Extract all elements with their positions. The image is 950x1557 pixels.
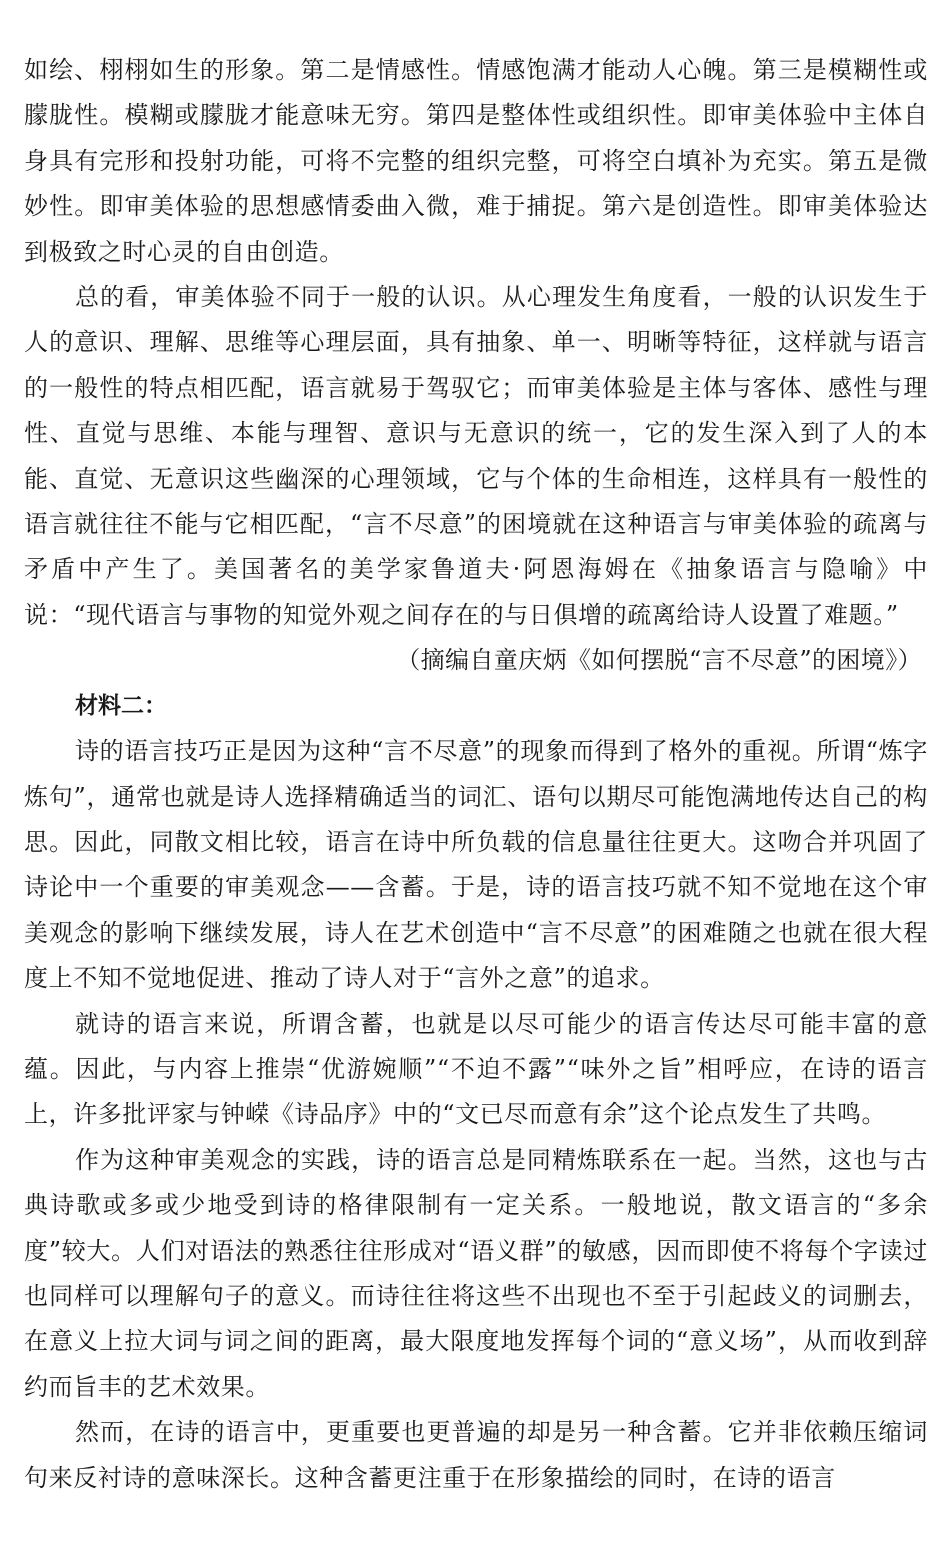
material-two-heading: 材料二： [75, 692, 167, 719]
material-two-paragraph-3: 作为这种审美观念的实践，诗的语言总是同精炼联系在一起。当然，这也与古典诗歌或多或少地受到诗的格律限制有一定关系。一般地说，散文语言的“多余度”较大。人们对语法的熟悉往往形成对“语义群”的敏感，因而即使不将每个字读过也同样可以理解句子的意义。而诗往往将这些不出现也不至于引起歧义的词删去，在意义上拉大词与词之间的距离，最大限度地发挥每个词的“意义场”，从而收到辞约而旨丰的艺术效果。 [24, 1145, 928, 1401]
material-one-paragraph-2: 总的看，审美体验不同于一般的认识。从心理发生角度看，一般的认识发生于人的意识、理解、思维等心理层面，具有抽象、单一、明晰等特征，这样就与语言的一般性的特点相匹配，语言就易于驾驭它；而审美体验是主体与客体、感性与理性、直觉与思维、本能与理智、意识与无意识的统一，它的发生深入到了人的本能、直觉、无意识这些幽深的心理领域，它与个体的生命相连，这样具有一般性的语言就往往不能与它相匹配，“言不尽意”的困境就在这种语言与审美体验的疏离与矛盾中产生了。美国著名的美学家鲁道夫·阿恩海姆在《抽象语言与隐喻》中说：“现代语言与事物的知觉外观之间存在的与日俱增的疏离给诗人设置了难题。” [24, 283, 928, 629]
material-one-source-citation: （摘编自童庆炳《如何摆脱“言不尽意”的困境》） [396, 646, 922, 675]
material-two-paragraph-4: 然而，在诗的语言中，更重要也更普遍的却是另一种含蓄。它并非依赖压缩词句来反衬诗的意味深长。这种含蓄更注重于在形象描绘的同时，在诗的语言 [24, 1418, 928, 1492]
material-two-paragraph-1: 诗的语言技巧正是因为这种“言不尽意”的现象而得到了格外的重视。所谓“炼字炼句”，通常也就是诗人选择精确适当的词汇、语句以期尽可能饱满地传达自己的构思。因此，同散文相比较，语言在诗中所负载的信息量往往更大。这吻合并巩固了诗论中一个重要的审美观念——含蓄。于是，诗的语言技巧就不知不觉地在这个审美观念的影响下继续发展，诗人在艺术创造中“言不尽意”的困难随之也就在很大程度上不知不觉地促进、推动了诗人对于“言外之意”的追求。 [24, 737, 928, 993]
material-one-paragraph-1: 如绘、栩栩如生的形象。第二是情感性。情感饱满才能动人心魄。第三是模糊性或朦胧性。模糊或朦胧才能意味无穷。第四是整体性或组织性。即审美体验中主体自身具有完形和投射功能，可将不完整的组织完整，可将空白填补为充实。第五是微妙性。即审美体验的思想感情委曲入微，难于捕捉。第六是创造性。即审美体验达到极致之时心灵的自由创造。 [24, 56, 928, 266]
material-two-paragraph-2: 就诗的语言来说，所谓含蓄，也就是以尽可能少的语言传达尽可能丰富的意蕴。因此，与内容上推崇“优游婉顺”“不迫不露”“味外之旨”相呼应，在诗的语言上，许多批评家与钟嵘《诗品序》中的“文已尽而意有余”这个论点发生了共鸣。 [24, 1009, 928, 1129]
